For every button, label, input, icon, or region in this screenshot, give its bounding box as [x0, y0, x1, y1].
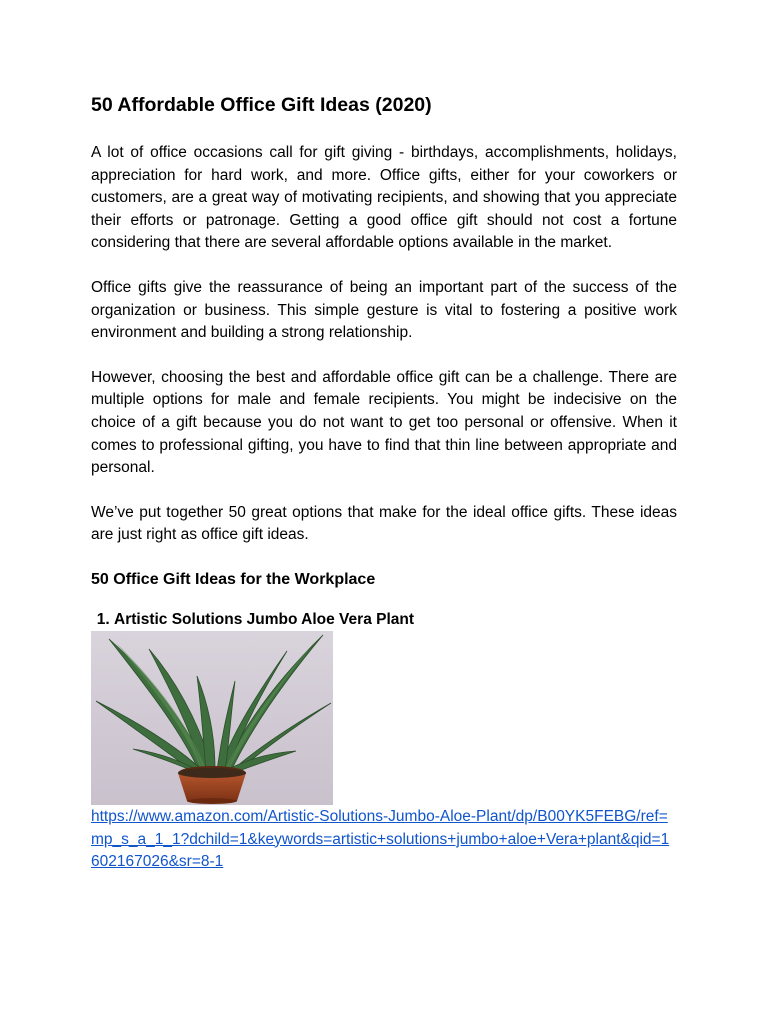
gift-list [91, 609, 677, 631]
challenge-paragraph: However, choosing the best and affordable office gift can be a challenge. There are multiple options for male and female recipients. You might be indecisive on the choice of a gift because you do not want to get too personal or offensive. When it comes to professional gifting, you have to find that thin line between appropriate and personal. [91, 368, 677, 477]
aloe-vera-plant-image [91, 631, 333, 805]
summary-paragraph: We’ve put together 50 great options that make for the ideal office gifts. These ideas are just right as office gift ideas. [91, 503, 677, 544]
gift-item-1 [114, 609, 677, 631]
amazon-product-link[interactable]: https://www.amazon.com/Artistic-Solutions-Jumbo-Aloe-Plant/dp/B00YK5FEBG/ref=mp_s_a_1_1?dchild=1&keywords=artistic+solutions+jumbo+aloe+Vera+plant&qid=1602167026&sr=8-1 [91, 807, 670, 871]
gift-item-label: Artistic Solutions Jumbo Aloe Vera Plant [114, 610, 415, 628]
section-heading: 50 Office Gift Ideas for the Workplace [91, 570, 376, 588]
intro-paragraph: A lot of office occasions call for gift giving - birthdays, accomplishments, holidays, appreciation for hard work, and more. Office gifts, either for your coworkers or customers, are a great way of motivating recipients, and showing that you appreciate their efforts or patronage. Getting a good office gift should not cost a fortune considering that there are several affordable options available in the market. [91, 144, 677, 252]
reassurance-paragraph: Office gifts give the reassurance of being an important part of the success of the organization or business. This simple gesture is vital to fostering a positive work environment and building a strong relationship. [91, 278, 677, 342]
document-title: 50 Affordable Office Gift Ideas (2020) [91, 94, 432, 116]
